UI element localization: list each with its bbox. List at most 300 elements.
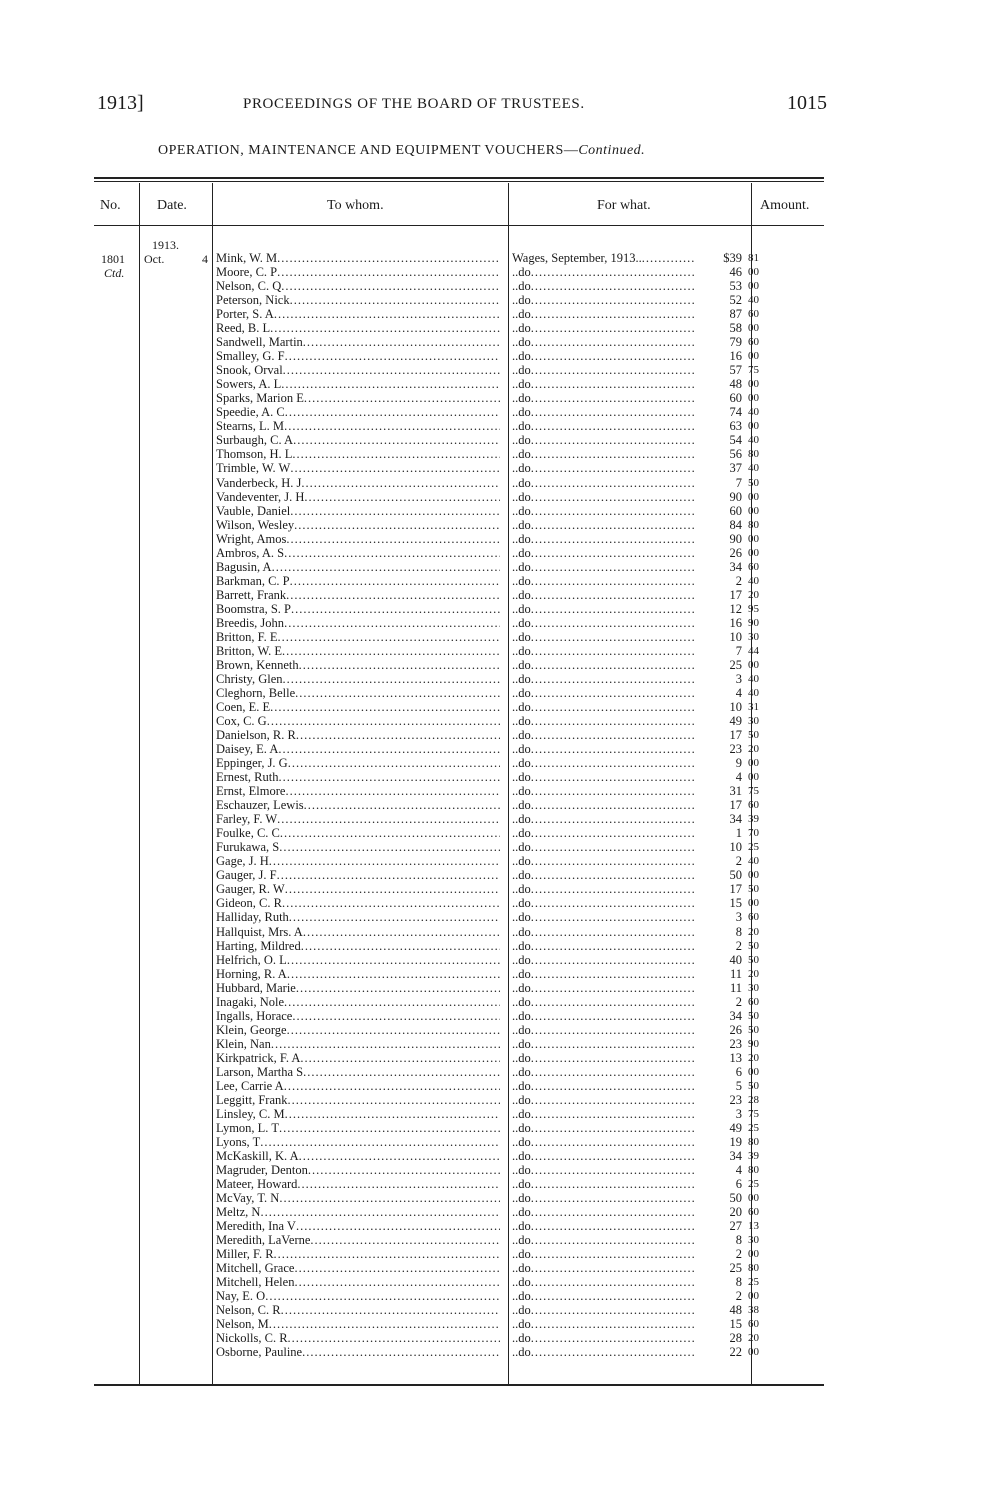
payee-cell bbox=[216, 349, 500, 363]
dot-leader bbox=[531, 1065, 696, 1079]
amount-dollars: 34 bbox=[729, 1149, 742, 1163]
dot-leader bbox=[284, 1079, 500, 1093]
table-row bbox=[0, 1191, 986, 1205]
payee-name: Foulke, C. C bbox=[216, 826, 280, 841]
dot-leader bbox=[531, 476, 696, 490]
dot-leader bbox=[283, 363, 500, 377]
payee-name: Meredith, Ina V bbox=[216, 1219, 296, 1234]
table-row bbox=[0, 1023, 986, 1037]
dot-leader bbox=[277, 251, 500, 265]
dot-leader bbox=[260, 1205, 500, 1219]
dot-leader bbox=[531, 1345, 696, 1359]
amount-cents: 81 bbox=[748, 252, 759, 264]
amount-dollars: 63 bbox=[729, 419, 742, 434]
amount-cents: 60 bbox=[748, 911, 759, 924]
payee-name: Stearns, L. M bbox=[216, 419, 285, 434]
voucher-number: 1801 bbox=[101, 252, 125, 266]
amount-cents: 75 bbox=[748, 785, 759, 798]
purpose-text: ..do bbox=[512, 854, 531, 869]
table-row bbox=[0, 307, 986, 321]
table-row bbox=[0, 447, 986, 461]
amount-cents: 39 bbox=[748, 813, 759, 826]
amount-dollars: 54 bbox=[729, 433, 742, 448]
dollar-sign: $ bbox=[723, 251, 730, 265]
amount-dollars: 23 bbox=[729, 742, 742, 757]
amount-dollars: 40 bbox=[729, 952, 742, 967]
purpose-cell bbox=[512, 1289, 696, 1303]
running-head bbox=[97, 92, 827, 116]
dot-leader bbox=[531, 896, 696, 910]
amount-dollars: 11 bbox=[729, 966, 742, 981]
payee-name: Klein, Nan bbox=[216, 1036, 271, 1051]
amount-dollars: 16 bbox=[729, 615, 742, 630]
header-to-whom: To whom. bbox=[327, 198, 384, 213]
purpose-cell bbox=[512, 1079, 696, 1093]
purpose-text: ..do bbox=[512, 840, 531, 855]
amount-cents: 00 bbox=[748, 504, 759, 517]
table-row bbox=[0, 1121, 986, 1135]
purpose-text: ..do bbox=[512, 1275, 531, 1290]
purpose-cell bbox=[512, 391, 696, 405]
purpose-cell bbox=[512, 1149, 696, 1163]
purpose-text: ..do bbox=[512, 1219, 531, 1234]
dot-leader bbox=[531, 1233, 696, 1247]
payee-name: Sandwell, Martin bbox=[216, 335, 303, 350]
purpose-text: ..do bbox=[512, 1331, 531, 1346]
payee-cell bbox=[216, 1037, 500, 1051]
payee-name: Gauger, R. W bbox=[216, 882, 285, 897]
dot-leader bbox=[296, 1219, 500, 1233]
table-row bbox=[0, 1065, 986, 1079]
amount-cents: 00 bbox=[748, 1346, 759, 1359]
amount-cents: 00 bbox=[748, 1248, 759, 1261]
table-row bbox=[0, 391, 986, 405]
payee-name: Meredith, LaVerne bbox=[216, 1233, 311, 1248]
dot-leader bbox=[293, 433, 500, 447]
table-row bbox=[0, 826, 986, 840]
table-row bbox=[0, 476, 986, 490]
payee-cell bbox=[216, 1247, 500, 1261]
amount-cents: 80 bbox=[748, 448, 759, 461]
dot-leader bbox=[531, 1051, 696, 1065]
payee-name: Trimble, W. W bbox=[216, 461, 291, 476]
payee-name: Coen, E. E bbox=[216, 700, 271, 714]
amount-cents: 30 bbox=[748, 715, 759, 728]
amount-dollars: 22 bbox=[729, 1345, 742, 1360]
payee-cell bbox=[216, 433, 500, 447]
amount-dollars: 10 bbox=[729, 840, 742, 855]
payee-cell bbox=[216, 307, 500, 321]
payee-cell bbox=[216, 251, 500, 265]
payee-name: McKaskill, K. A bbox=[216, 1149, 299, 1163]
amount-cents: 00 bbox=[748, 897, 759, 910]
payee-name: Lyons, T bbox=[216, 1134, 261, 1149]
table-row bbox=[0, 279, 986, 293]
payee-cell bbox=[216, 405, 500, 419]
amount-cents: 40 bbox=[748, 434, 759, 447]
table-row bbox=[0, 251, 986, 265]
dot-leader bbox=[280, 826, 500, 840]
amount-dollars: 23 bbox=[729, 1036, 742, 1051]
dot-leader bbox=[531, 798, 696, 812]
amount-cents: 28 bbox=[748, 1093, 759, 1106]
dot-leader bbox=[531, 644, 696, 658]
dot-leader bbox=[531, 490, 696, 504]
amount-cents: 40 bbox=[748, 574, 759, 587]
purpose-text: ..do bbox=[512, 910, 531, 925]
payee-cell bbox=[216, 812, 500, 826]
amount-dollars: 3 bbox=[735, 671, 742, 686]
table-row bbox=[0, 363, 986, 377]
purpose-cell bbox=[512, 1121, 696, 1135]
payee-name: Hallquist, Mrs. A bbox=[216, 924, 303, 939]
table-row bbox=[0, 560, 986, 574]
dot-leader bbox=[283, 672, 500, 686]
amount-dollars: 90 bbox=[729, 489, 742, 504]
amount-cents: 60 bbox=[748, 308, 759, 321]
purpose-cell bbox=[512, 854, 696, 868]
table-row bbox=[0, 405, 986, 419]
payee-cell bbox=[216, 476, 500, 490]
payee-cell bbox=[216, 840, 500, 854]
purpose-text: ..do bbox=[512, 1092, 531, 1107]
purpose-cell bbox=[512, 1331, 696, 1345]
payee-cell bbox=[216, 1093, 500, 1107]
dot-leader bbox=[531, 1275, 696, 1289]
table-row bbox=[0, 686, 986, 700]
dot-leader bbox=[531, 1107, 696, 1121]
payee-name: Bagusin, A bbox=[216, 559, 272, 574]
purpose-cell bbox=[512, 377, 696, 391]
purpose-cell bbox=[512, 1107, 696, 1121]
purpose-cell bbox=[512, 798, 696, 812]
amount-dollars: 2 bbox=[735, 938, 742, 953]
dot-leader bbox=[287, 1023, 500, 1037]
dot-leader bbox=[531, 882, 696, 896]
payee-name: Nay, E. O bbox=[216, 1289, 266, 1304]
amount-cents: 60 bbox=[748, 799, 759, 812]
purpose-cell bbox=[512, 742, 696, 756]
table-row bbox=[0, 784, 986, 798]
amount-cents: 40 bbox=[748, 686, 759, 699]
dot-leader bbox=[278, 742, 500, 756]
amount-cents: 20 bbox=[748, 1051, 759, 1064]
amount-cents: 00 bbox=[748, 1290, 759, 1303]
amount-cents: 00 bbox=[748, 420, 759, 433]
purpose-text: ..do bbox=[512, 952, 531, 967]
amount-cents: 40 bbox=[748, 462, 759, 475]
dot-leader bbox=[274, 307, 500, 321]
date-month: Oct. bbox=[144, 252, 165, 266]
table-row bbox=[0, 868, 986, 882]
dot-leader bbox=[290, 293, 500, 307]
dot-leader bbox=[281, 279, 500, 293]
dot-leader bbox=[285, 405, 500, 419]
payee-name: Snook, Orval bbox=[216, 363, 283, 378]
payee-name: Harting, Mildred bbox=[216, 938, 301, 953]
table-row bbox=[0, 812, 986, 826]
dot-leader bbox=[308, 1163, 500, 1177]
payee-cell bbox=[216, 293, 500, 307]
table-row bbox=[0, 1233, 986, 1247]
dot-leader bbox=[290, 504, 500, 518]
payee-cell bbox=[216, 588, 500, 602]
purpose-cell bbox=[512, 1275, 696, 1289]
purpose-cell bbox=[512, 967, 696, 981]
table-row bbox=[0, 1149, 986, 1163]
purpose-text: ..do bbox=[512, 433, 531, 448]
amount-cents: 25 bbox=[748, 1276, 759, 1289]
dot-leader bbox=[260, 1135, 500, 1149]
date-year: 1913. bbox=[152, 238, 179, 252]
dot-leader bbox=[265, 1289, 500, 1303]
purpose-cell bbox=[512, 728, 696, 742]
amount-cents: 00 bbox=[748, 392, 759, 405]
dot-leader bbox=[531, 447, 696, 461]
amount-dollars: 31 bbox=[729, 784, 742, 799]
dot-leader bbox=[531, 672, 696, 686]
dot-leader bbox=[531, 419, 696, 433]
table-row bbox=[0, 546, 986, 560]
table-row bbox=[0, 433, 986, 447]
purpose-text: ..do bbox=[512, 335, 531, 350]
table-row bbox=[0, 293, 986, 307]
dot-leader bbox=[303, 925, 500, 939]
dot-leader bbox=[284, 616, 500, 630]
amount-dollars: 2 bbox=[735, 994, 742, 1009]
purpose-text: ..do bbox=[512, 1149, 531, 1163]
purpose-cell bbox=[512, 756, 696, 770]
dot-leader bbox=[294, 1261, 500, 1275]
payee-cell bbox=[216, 461, 500, 475]
payee-cell bbox=[216, 560, 500, 574]
payee-cell bbox=[216, 882, 500, 896]
purpose-cell bbox=[512, 476, 696, 490]
amount-cents: 75 bbox=[748, 364, 759, 377]
amount-dollars: 6 bbox=[735, 1177, 742, 1192]
table-row bbox=[0, 1051, 986, 1065]
payee-cell bbox=[216, 574, 500, 588]
payee-cell bbox=[216, 518, 500, 532]
amount-dollars: 4 bbox=[735, 685, 742, 700]
payee-name: Lee, Carrie A bbox=[216, 1078, 284, 1093]
purpose-text: ..do bbox=[512, 938, 531, 953]
table-row bbox=[0, 1219, 986, 1233]
dot-leader bbox=[299, 658, 500, 672]
amount-cents: 31 bbox=[748, 701, 759, 713]
purpose-text: ..do bbox=[512, 573, 531, 588]
payee-cell bbox=[216, 896, 500, 910]
amount-cents: 20 bbox=[748, 588, 759, 601]
table-row bbox=[0, 335, 986, 349]
table-row bbox=[0, 1107, 986, 1121]
purpose-cell bbox=[512, 1205, 696, 1219]
purpose-text: ..do bbox=[512, 1022, 531, 1037]
dot-leader bbox=[281, 377, 500, 391]
amount-cents: 80 bbox=[748, 518, 759, 531]
dot-leader bbox=[531, 1205, 696, 1219]
table-row bbox=[0, 953, 986, 967]
amount-cents: 00 bbox=[748, 266, 759, 279]
purpose-text: ..do bbox=[512, 1008, 531, 1023]
table-row bbox=[0, 1331, 986, 1345]
purpose-text: ..do bbox=[512, 882, 531, 897]
dot-leader bbox=[531, 504, 696, 518]
payee-cell bbox=[216, 447, 500, 461]
amount-dollars: 4 bbox=[735, 770, 742, 785]
purpose-cell bbox=[512, 630, 696, 644]
purpose-cell bbox=[512, 293, 696, 307]
payee-cell bbox=[216, 784, 500, 798]
amount-dollars: 15 bbox=[729, 896, 742, 911]
payee-name: Peterson, Nick bbox=[216, 293, 290, 308]
dot-leader bbox=[279, 1191, 500, 1205]
purpose-cell bbox=[512, 574, 696, 588]
dot-leader bbox=[301, 939, 500, 953]
purpose-text: ..do bbox=[512, 615, 531, 630]
table-row bbox=[0, 1093, 986, 1107]
payee-name: Nelson, C. Q bbox=[216, 279, 282, 294]
table-row bbox=[0, 1317, 986, 1331]
dot-leader bbox=[531, 1261, 696, 1275]
amount-cents: 38 bbox=[748, 1304, 759, 1317]
dot-leader bbox=[531, 1093, 696, 1107]
payee-cell bbox=[216, 1163, 500, 1177]
payee-cell bbox=[216, 756, 500, 770]
purpose-text: ..do bbox=[512, 475, 531, 490]
purpose-text: ..do bbox=[512, 1303, 531, 1318]
header-for-what: For what. bbox=[597, 198, 651, 213]
purpose-text: ..do bbox=[512, 1205, 531, 1220]
payee-cell bbox=[216, 644, 500, 658]
amount-cents: 13 bbox=[748, 1220, 759, 1233]
purpose-text: ..do bbox=[512, 545, 531, 560]
amount-dollars: 2 bbox=[735, 1289, 742, 1304]
dot-leader bbox=[292, 1009, 500, 1023]
purpose-cell bbox=[512, 1065, 696, 1079]
header-underline bbox=[94, 225, 824, 226]
payee-name: Daisey, E. A bbox=[216, 742, 279, 757]
dot-leader bbox=[531, 714, 696, 728]
purpose-cell bbox=[512, 672, 696, 686]
dot-leader bbox=[531, 756, 696, 770]
dot-leader bbox=[294, 1275, 500, 1289]
dot-leader bbox=[531, 279, 696, 293]
dot-leader bbox=[301, 476, 500, 490]
dot-leader bbox=[277, 812, 500, 826]
dot-leader bbox=[304, 490, 500, 504]
dot-leader bbox=[531, 1177, 696, 1191]
payee-name: Reed, B. L bbox=[216, 321, 271, 336]
table-row bbox=[0, 518, 986, 532]
payee-name: Ingalls, Horace bbox=[216, 1008, 293, 1023]
purpose-text: ..do bbox=[512, 587, 531, 602]
dot-leader bbox=[270, 700, 500, 714]
purpose-cell bbox=[512, 504, 696, 518]
amount-dollars: 90 bbox=[729, 531, 742, 546]
payee-name: Inagaki, Nole bbox=[216, 994, 285, 1009]
amount-dollars: 8 bbox=[735, 1275, 742, 1290]
amount-dollars: 25 bbox=[729, 657, 742, 672]
table-row bbox=[0, 1079, 986, 1093]
payee-cell bbox=[216, 265, 500, 279]
table-title-main: OPERATION, MAINTENANCE AND EQUIPMENT VOUCHERS— bbox=[158, 143, 579, 158]
amount-dollars: 34 bbox=[729, 559, 742, 574]
amount-dollars: 28 bbox=[729, 1331, 742, 1346]
table-row bbox=[0, 714, 986, 728]
amount-cents: 00 bbox=[748, 378, 759, 391]
dot-leader bbox=[279, 840, 500, 854]
purpose-cell bbox=[512, 251, 696, 265]
table-row bbox=[0, 728, 986, 742]
amount-dollars: 19 bbox=[729, 1134, 742, 1149]
header-date: Date. bbox=[157, 198, 187, 213]
dot-leader bbox=[289, 910, 500, 924]
dot-leader bbox=[278, 630, 500, 644]
payee-cell bbox=[216, 532, 500, 546]
amount-cents: 20 bbox=[748, 925, 759, 938]
dot-leader bbox=[531, 981, 696, 995]
table-row bbox=[0, 265, 986, 279]
table-row bbox=[0, 1205, 986, 1219]
amount-cents: 25 bbox=[748, 841, 759, 854]
payee-cell bbox=[216, 1135, 500, 1149]
payee-name: Ernest, Ruth bbox=[216, 770, 279, 785]
amount-cents: 60 bbox=[748, 336, 759, 349]
purpose-text: ..do bbox=[512, 265, 531, 280]
purpose-cell bbox=[512, 363, 696, 377]
dot-leader bbox=[302, 1345, 500, 1359]
table-row bbox=[0, 967, 986, 981]
payee-cell bbox=[216, 995, 500, 1009]
dot-leader bbox=[531, 532, 696, 546]
purpose-cell bbox=[512, 1317, 696, 1331]
payee-name: Vauble, Daniel bbox=[216, 503, 291, 518]
dot-leader bbox=[531, 700, 696, 714]
payee-name: Osborne, Pauline bbox=[216, 1345, 303, 1360]
table-row bbox=[0, 672, 986, 686]
amount-cents: 40 bbox=[748, 855, 759, 868]
dot-leader bbox=[531, 1303, 696, 1317]
dot-leader bbox=[531, 868, 696, 882]
amount-dollars: 37 bbox=[729, 461, 742, 476]
payee-name: Gage, J. H bbox=[216, 854, 269, 869]
payee-name: Cox, C. G bbox=[216, 714, 267, 729]
amount-dollars: 17 bbox=[729, 882, 742, 897]
table-row bbox=[0, 574, 986, 588]
payee-name: Leggitt, Frank bbox=[216, 1092, 288, 1107]
payee-cell bbox=[216, 1051, 500, 1065]
dot-leader bbox=[300, 1051, 500, 1065]
amount-dollars: 7 bbox=[735, 475, 742, 490]
payee-name: Britton, F. E bbox=[216, 629, 278, 644]
dot-leader bbox=[531, 1023, 696, 1037]
dot-leader bbox=[279, 1121, 500, 1135]
table-row bbox=[0, 1247, 986, 1261]
dot-leader bbox=[531, 784, 696, 798]
payee-cell bbox=[216, 363, 500, 377]
dot-leader bbox=[531, 574, 696, 588]
purpose-cell bbox=[512, 265, 696, 279]
amount-cents: 00 bbox=[748, 658, 759, 671]
payee-name: Mitchell, Helen bbox=[216, 1275, 295, 1290]
purpose-text: ..do bbox=[512, 924, 531, 939]
payee-name: Moore, C. P bbox=[216, 265, 278, 280]
dot-leader bbox=[531, 1247, 696, 1261]
purpose-cell bbox=[512, 995, 696, 1009]
table-row bbox=[0, 1345, 986, 1359]
dot-leader bbox=[531, 1009, 696, 1023]
